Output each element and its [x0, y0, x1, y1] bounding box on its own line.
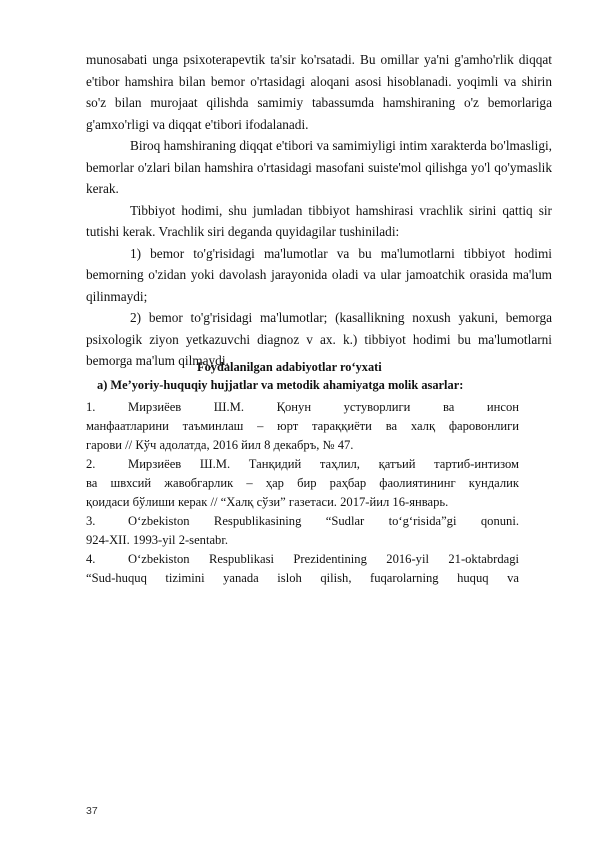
reference-line: қоидаси бўлиши керак // “Халқ сўзи” газетаси. 2017-йил 16-январь.	[86, 495, 449, 509]
references-subtitle-text: a) Me’yoriy-huquqiy hujjatlar va metodik ahamiyatga molik asarlar:	[97, 378, 464, 392]
page-number: 37	[86, 805, 98, 817]
main-text	[86, 49, 552, 372]
references-list	[86, 398, 519, 588]
reference-line: манфаатларини таъминлаш – юрт тараққиёти ва халқ фаровонлиги	[86, 419, 519, 433]
reference-line: 2. Мирзиёев Ш.М. Танқидий таҳлил, қатъий тартиб-интизом	[86, 455, 519, 474]
reference-item	[86, 550, 519, 588]
reference-line: 1. Мирзиёев Ш.М. Қонун устуворлиги ва инсон	[86, 398, 519, 417]
paragraph: Tibbiyot hodimi, shu jumladan tibbiyot hamshirasi vrachlik sirini qattiq sir tutishi kerak. Vrachlik siri deganda quyidagilar tushiniladi:	[86, 202, 552, 239]
reference-number: 3.	[86, 514, 96, 528]
reference-item	[86, 455, 519, 512]
reference-number: 2.	[86, 457, 96, 471]
reference-line: 4. O‘zbekiston Respublikasi Prezidentining 2016-yil 21-oktabrdagi	[86, 550, 519, 569]
reference-line: 924-XII. 1993-yil 2-sentabr.	[86, 533, 228, 547]
reference-item	[86, 398, 519, 455]
reference-line: гарови // Кўч адолатда, 2016 йил 8 декабръ, № 47.	[86, 438, 354, 452]
reference-number: 4.	[86, 552, 96, 566]
reference-number: 1.	[86, 400, 96, 414]
reference-line: 3. O‘zbekiston Respublikasining “Sudlar to‘g‘risida”gi qonuni.	[86, 512, 519, 531]
reference-item	[86, 512, 519, 550]
reference-line: ва швхсий жавобгарлик – ҳар бир раҳбар фаолиятининг кундалик	[86, 476, 519, 490]
paragraph: Biroq hamshiraning diqqat e'tibori va samimiyligi intim xarakterda bo'lmasligi, bemorlar o'zlari bilan hamshira o'rtasidagi masofani suiste'mol qilishga yo'l qo'ymaslik kerak.	[86, 138, 552, 196]
paragraph: munosabati unga psixoterapevtik ta'sir ko'rsatadi. Bu omillar ya'ni g'amho'rlik diqqat e'tibor hamshira bilan bemor o'rtasidagi aloqani asosi hisoblanadi. yoqimli va shirin so'z bilan murojaat qilishda samimiy tabassumda hamshiraning o'z bemorlariga g'amxo'rligi va diqqat e'tibori ifodalanadi.	[86, 52, 552, 132]
reference-line: “Sud-huquq tizimini yanada isloh qilish, fuqarolarning huquq va	[86, 571, 519, 585]
paragraph: 2) bemor to'g'risidagi ma'lumotlar; (kasallikning noxush yakuni, bemorga psixologik ziyon yetkazuvchi diagnoz v ax. k.) tibbiyot hodimi bu ma'lumotlarni bemorga ma'lum qilmaydi.	[86, 310, 552, 368]
references-title-text: Foydalanilgan adabiyotlar ro‘yxati	[197, 360, 382, 374]
paragraph: 1) bemor to'g'risidagi ma'lumotlar va bu ma'lumotlarni tibbiyot hodimi bemorning o'zidan yoki davolash jarayonida oladi va ular jamoatchik orasida ma'lum qilinmaydi;	[86, 245, 552, 304]
